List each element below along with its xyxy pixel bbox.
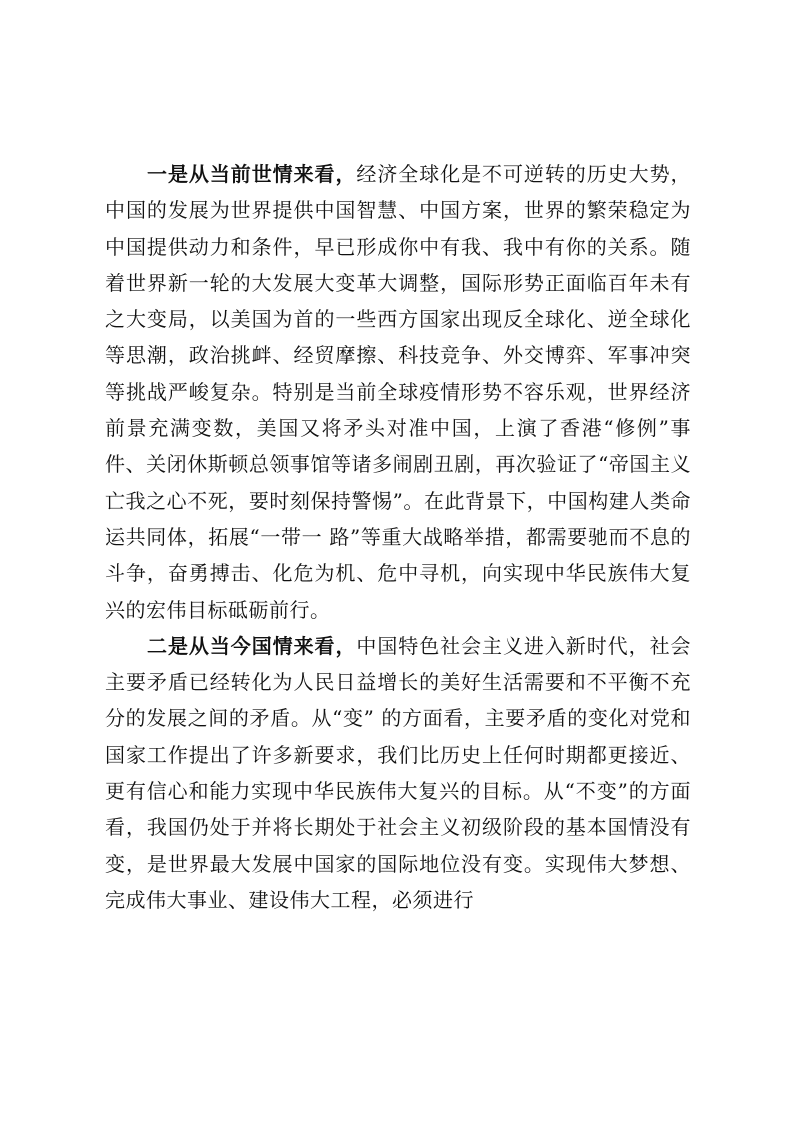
paragraph-text: 中国特色社会主义进入新时代，社会主要矛盾已经转化为人民日益增长的美好生活需要和不平衡不充分的发展之间的矛盾。从“变” 的方面看，主要矛盾的变化对党和国家工作提出了许多新要求，我们比历史上任何时期都更接近、更有信心和能力实现中华民族伟大复兴的目标。从“不变”的方面看，我国仍处于并将长期处于社会主义初级阶段的基本国情没有变，是世界最大发展中国家的国际地位没有变。实现伟大梦想、完成伟大事业、建设伟大工程，必须进行 [105, 633, 692, 912]
paragraph-world-situation [105, 156, 691, 628]
paragraph-text: 经济全球化是不可逆转的历史大势，中国的发展为世界提供中国智慧、中国方案，世界的繁荣稳定为中国提供动力和条件，早已形成你中有我、我中有你的关系。随着世界新一轮的大发展大变革大调整，国际形势正面临百年未有之大变局，以美国为首的一些西方国家出现反全球化、逆全球化等思潮，政治挑衅、经贸摩擦、科技竞争、外交博弈、军事冲突等挑战严峻复杂。特别是当前全球疫情形势不容乐观，世界经济前景充满变数，美国又将矛头对准中国，上演了香港“修例”事件、关闭休斯顿总领事馆等诸多闹剧丑剧，再次验证了“帝国主义亡我之心不死，要时刻保持警惕”。在此背景下，中国构建人类命运共同体，拓展“一带一 路”等重大战略举措，都需要驰而不息的斗争，奋勇搏击、化危为机、危中寻机，向实现中华民族伟大复兴的宏伟目标砥砺前行。 [105, 162, 692, 622]
paragraph-lead-heading: 一是从当前世情来看， [147, 162, 357, 186]
document-body [105, 156, 691, 918]
paragraph-lead-heading: 二是从当今国情来看， [147, 633, 357, 658]
paragraph-national-situation [105, 628, 691, 918]
